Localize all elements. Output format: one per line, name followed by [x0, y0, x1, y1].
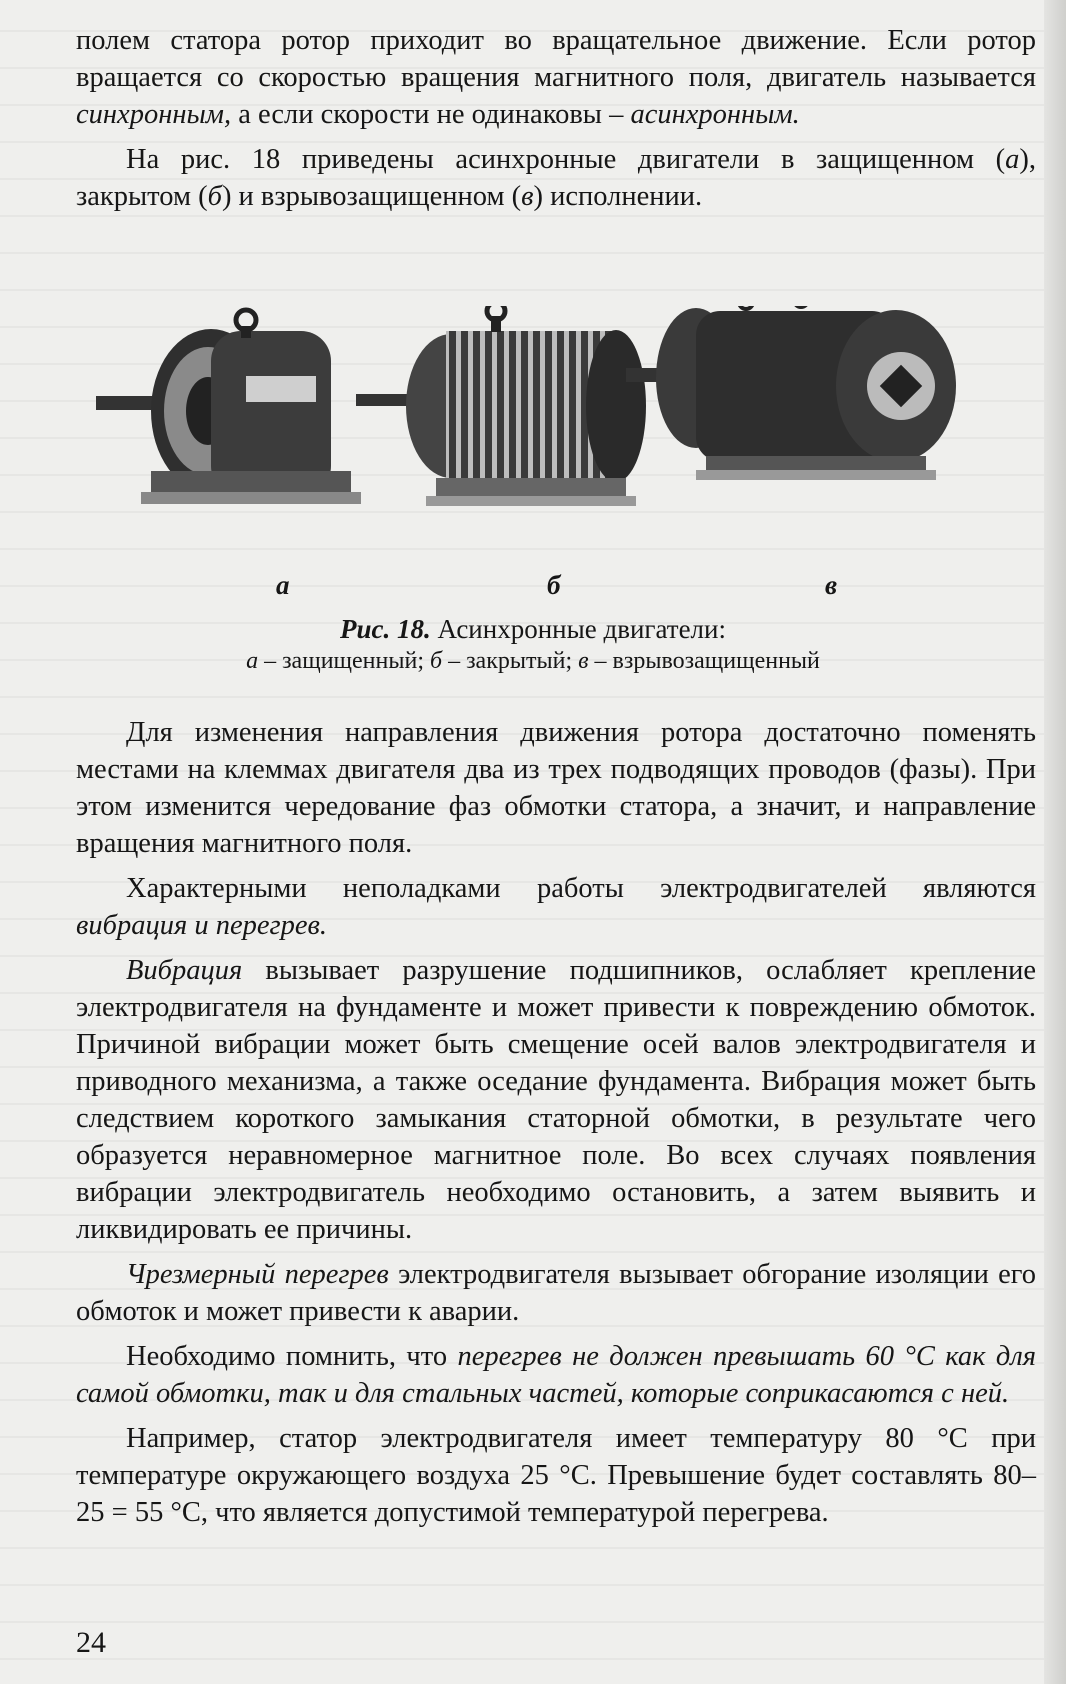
- text-run: Характерными неполадками работы электродвигателей являются: [126, 873, 1036, 904]
- legend-text: – взрывозащищенный: [588, 648, 820, 674]
- text-run: ) и взрывозащищенном (: [221, 181, 522, 212]
- figure-label-b: б: [547, 570, 561, 600]
- text-run: Для изменения направления движения ротора достаточно поменять местами на клеммах двигателя два из трех подводящих проводов (фазы). При этом изменится чередование фаз обмотки статора, а значит, и направление вращения магнитного поля.: [76, 717, 1036, 859]
- paragraph: [76, 22, 1036, 133]
- text-run: ) исполнении.: [533, 181, 703, 212]
- legend-text: – защищенный;: [258, 648, 430, 674]
- text-run: полем статора ротор приходит во вращательное движение. Если ротор вращается со скоростью вращения магнитного поля, двигатель называется: [76, 25, 1036, 93]
- text-run: Необходимо помнить, что: [126, 1341, 458, 1372]
- figure-label-v: в: [825, 570, 838, 600]
- paragraph: [76, 870, 1036, 944]
- paragraph: [76, 952, 1036, 1248]
- italic-text: асинхронным.: [630, 99, 800, 130]
- page-edge-shadow: [1044, 0, 1066, 1684]
- italic-text: вибрация и перегрев.: [76, 910, 328, 941]
- text-run: электродвигателя вызывает обгорание изоляции его обмоток и может привести к аварии.: [76, 1259, 1036, 1327]
- legend-key: в: [578, 648, 589, 674]
- text-run: вызывает разрушение подшипников, ослабляет крепление электродвигателя на фундаменте и может привести к повреждению обмоток. Причиной вибрации может быть смещение осей валов электродвигателя и приводного механизма, а также оседание фундамента. Вибрация может быть следствием короткого замыкания статорной обмотки, в результате чего образуется неравномерное магнитное поле. Во всех случаях появления вибрации электродвигатель необходимо остановить, а затем выявить и ликвидировать ее причины.: [76, 955, 1036, 1245]
- italic-text: в: [521, 181, 534, 212]
- text-run: а если скорости не одинаковы –: [231, 99, 631, 130]
- italic-text: Чрезмерный перегрев: [126, 1259, 389, 1290]
- motor-explosion-proof-illustration: [626, 306, 956, 480]
- italic-text: Вибрация: [126, 955, 243, 986]
- italic-text: а: [1005, 144, 1020, 175]
- paragraph: [76, 1256, 1036, 1330]
- text-block-bottom: [76, 714, 1036, 1531]
- text-block-top: [76, 22, 1036, 215]
- figure-legend: [0, 648, 1066, 675]
- legend-key: а: [246, 648, 259, 674]
- paragraph: [76, 1338, 1036, 1412]
- figure-label-a: а: [276, 570, 290, 600]
- figure-caption-title: Асинхронные двигатели:: [437, 614, 726, 644]
- italic-text: б: [207, 181, 222, 212]
- text-run: Например, статор электродвигателя имеет температуру 80 °С при температуре окружающего воздуха 25 °С. Превышение будет составлять 80–25 = 55 °С, что является допустимой температурой перегрева.: [76, 1423, 1036, 1528]
- figure-caption-number: Рис. 18.: [340, 614, 431, 644]
- motor-protected-illustration: [96, 310, 361, 504]
- legend-text: – закрытый;: [442, 648, 579, 674]
- italic-text: перегрев не должен превышать 60 °С как для самой обмотки, так и для стальных частей, которые соприкасаются с ней.: [76, 1341, 1036, 1409]
- figure-caption: [0, 614, 1066, 645]
- paragraph: [76, 141, 1036, 215]
- paragraph: [76, 1420, 1036, 1531]
- legend-key: б: [430, 648, 443, 674]
- motor-closed-illustration: [356, 306, 646, 506]
- italic-text: синхронным,: [76, 99, 232, 130]
- paragraph: [76, 714, 1036, 862]
- figure-motors: [96, 306, 1026, 566]
- page-number: 24: [76, 1626, 106, 1659]
- text-run: На рис. 18 приведены асинхронные двигатели в защищенном (: [126, 144, 1006, 175]
- text-run: ), закрытом (: [76, 144, 1036, 212]
